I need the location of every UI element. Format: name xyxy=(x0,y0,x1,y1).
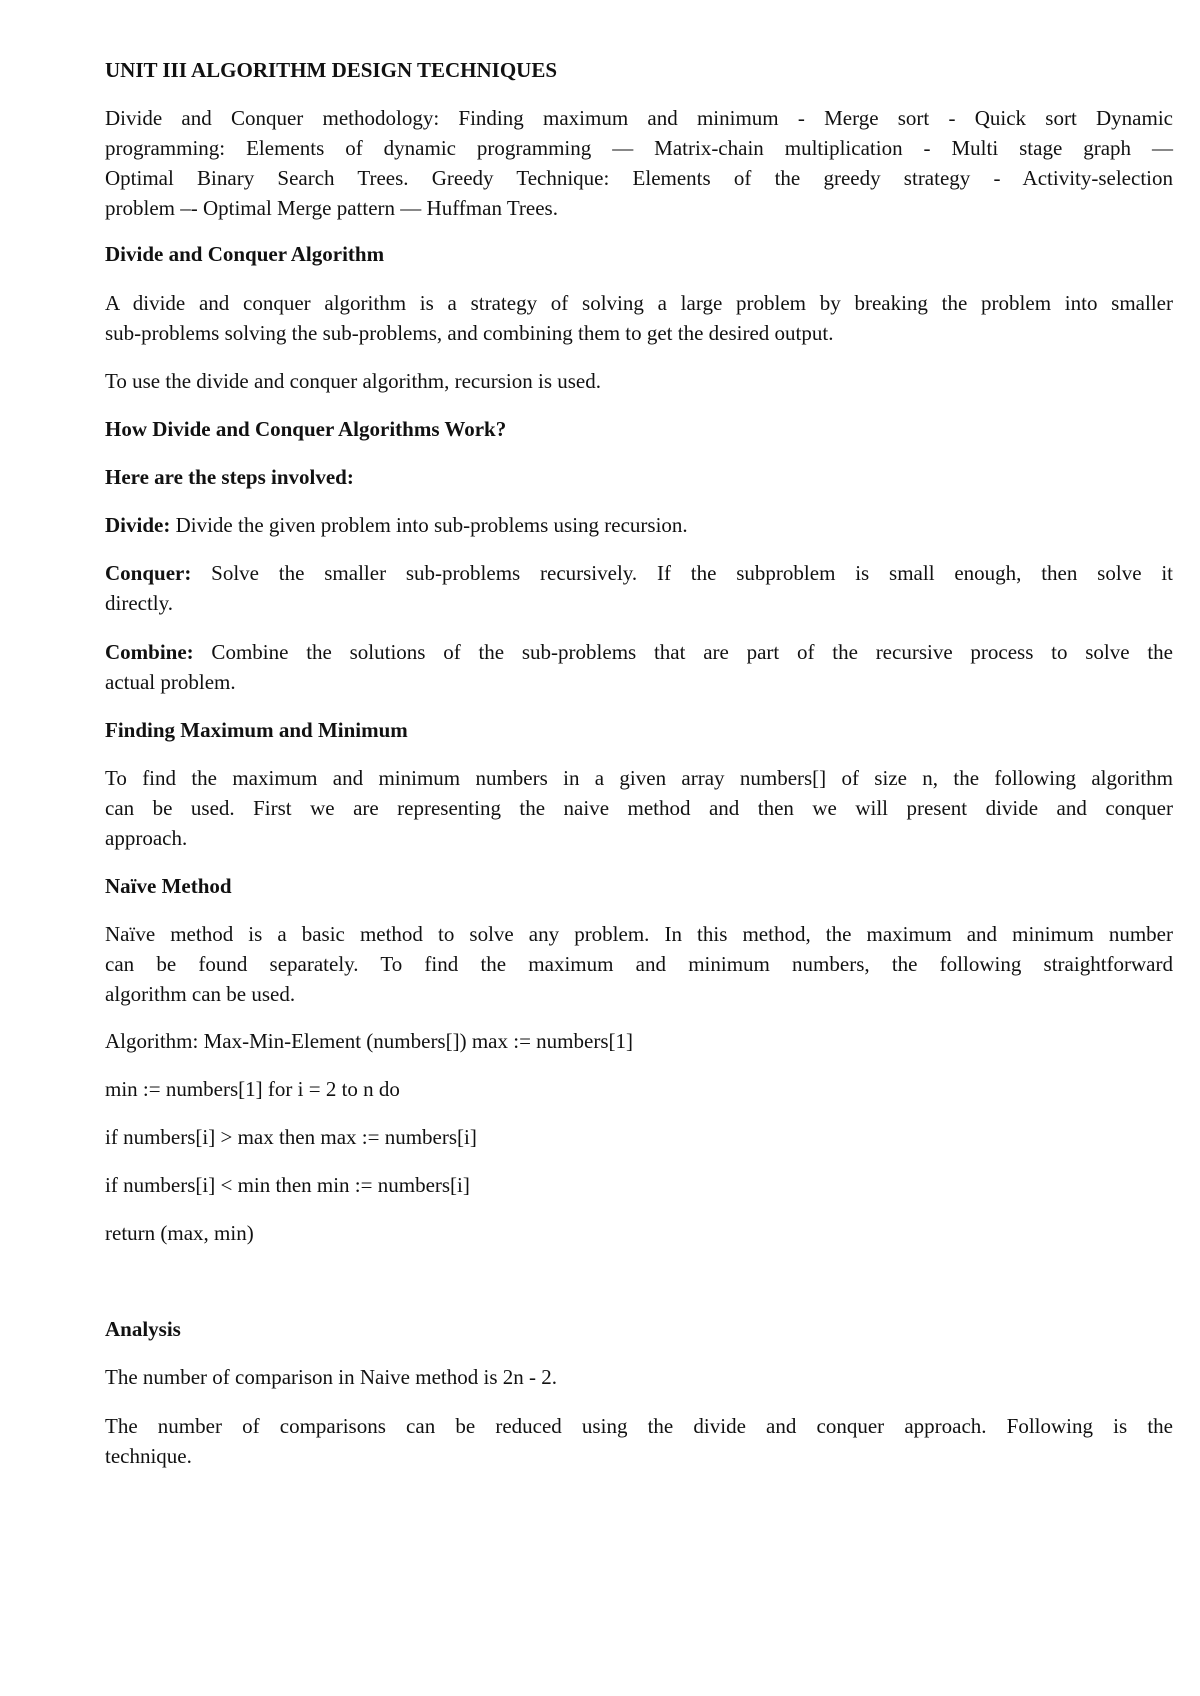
step-text-combine: Combine the solutions of the sub-problems that are part of the recursive process to solve the xyxy=(193,640,1173,664)
step-term-conquer: Conquer: xyxy=(105,561,192,585)
steps-heading: Here are the steps involved: xyxy=(105,465,354,489)
step-text-divide: Divide the given problem into sub-problems using recursion. xyxy=(170,513,688,537)
maxmin-intro-line: can be used. First we are representing the naive method and then we will present divide and conquer xyxy=(105,796,1173,820)
syllabus-line: Optimal Binary Search Trees. Greedy Technique: Elements of the greedy strategy - Activity-selection xyxy=(105,166,1173,190)
maxmin-intro-line: approach. xyxy=(105,826,188,850)
analysis-text: The number of comparison in Naive method is 2n - 2. xyxy=(105,1365,557,1389)
step-term-combine: Combine: xyxy=(105,640,194,664)
dc-definition-line: sub-problems solving the sub-problems, and combining them to get the desired output. xyxy=(105,321,834,345)
analysis-heading: Analysis xyxy=(105,1317,181,1341)
naive-desc-line: algorithm can be used. xyxy=(105,982,296,1006)
recursion-note: To use the divide and conquer algorithm, recursion is used. xyxy=(105,369,601,393)
dc-definition-line: A divide and conquer algorithm is a strategy of solving a large problem by breaking the problem into smaller xyxy=(105,291,1173,315)
algorithm-line: Algorithm: Max-Min-Element (numbers[]) max := numbers[1] xyxy=(105,1029,633,1053)
algorithm-line: return (max, min) xyxy=(105,1221,254,1245)
algorithm-line: min := numbers[1] for i = 2 to n do xyxy=(105,1077,400,1101)
dc-heading: Divide and Conquer Algorithm xyxy=(105,242,385,266)
step-combine-line xyxy=(105,636,1173,668)
step-text-conquer: Solve the smaller sub-problems recursively. If the subproblem is small enough, then solve it xyxy=(191,561,1173,585)
closing-line: technique. xyxy=(105,1444,192,1468)
unit-title: UNIT III ALGORITHM DESIGN TECHNIQUES xyxy=(105,58,558,82)
step-conquer-line: directly. xyxy=(105,591,174,615)
step-conquer-line xyxy=(105,557,1173,589)
step-term-divide: Divide: xyxy=(105,513,171,537)
algorithm-line: if numbers[i] > max then max := numbers[i] xyxy=(105,1125,477,1149)
syllabus-line: problem –- Optimal Merge pattern — Huffman Trees. xyxy=(105,196,558,220)
algorithm-line: if numbers[i] < min then min := numbers[i] xyxy=(105,1173,470,1197)
syllabus-line: programming: Elements of dynamic programming — Matrix-chain multiplication - Multi stage graph — xyxy=(105,136,1173,160)
naive-heading: Naïve Method xyxy=(105,874,232,898)
step-combine-line: actual problem. xyxy=(105,670,236,694)
syllabus-line: Divide and Conquer methodology: Finding maximum and minimum - Merge sort - Quick sort Dynamic xyxy=(105,106,1173,130)
step-divide xyxy=(105,509,1173,541)
naive-desc-line: can be found separately. To find the maximum and minimum numbers, the following straightforward xyxy=(105,952,1173,976)
naive-desc-line: Naïve method is a basic method to solve any problem. In this method, the maximum and minimum number xyxy=(105,922,1173,946)
maxmin-heading: Finding Maximum and Minimum xyxy=(105,718,408,742)
how-heading: How Divide and Conquer Algorithms Work? xyxy=(105,417,507,441)
closing-line: The number of comparisons can be reduced using the divide and conquer approach. Following is the xyxy=(105,1414,1173,1438)
maxmin-intro-line: To find the maximum and minimum numbers in a given array numbers[] of size n, the following algorithm xyxy=(105,766,1173,790)
